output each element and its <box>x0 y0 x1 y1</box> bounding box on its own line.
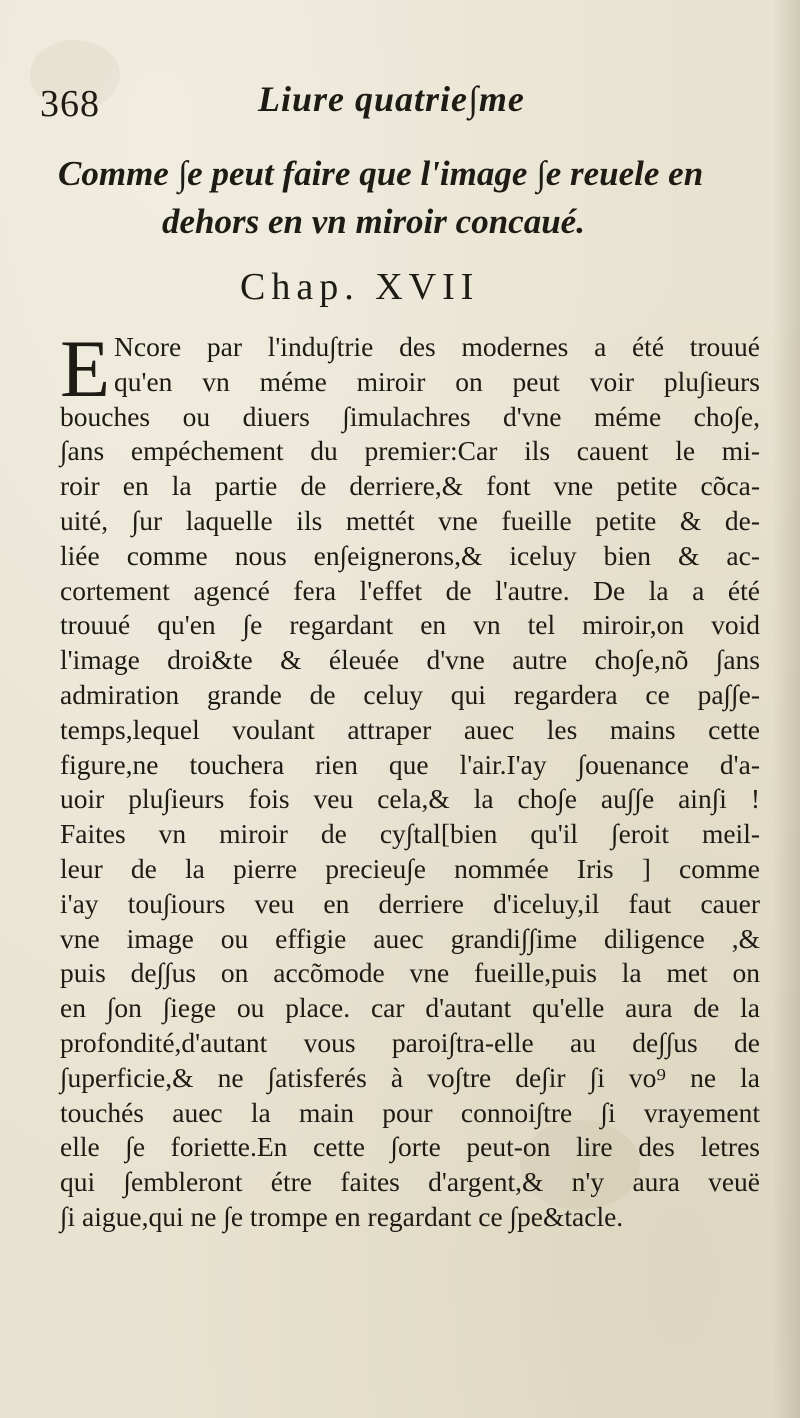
text-line: qui ∫embleront étre faites d'argent,& n'y aura veuë <box>60 1166 760 1198</box>
running-head <box>40 78 740 128</box>
text-line: figure,ne touchera rien que l'air.I'ay ∫ouenance d'a- <box>60 748 760 780</box>
text-line: i'ay tou∫iours veu en derriere d'iceluy,il faut cauer <box>60 887 760 919</box>
text-line: Faites vn miroir de cy∫tal[bien qu'il ∫eroit meil- <box>60 818 760 850</box>
text-line: vne image ou effigie auec grandi∫∫ime diligence ,& <box>60 922 760 954</box>
text-line: admiration grande de celuy qui regardera ce pa∫∫e- <box>60 678 760 710</box>
text-line: trouué qu'en ∫e regardant en vn tel miroir,on void <box>60 609 760 641</box>
text-line: en ∫on ∫iege ou place. car d'autant qu'elle aura de la <box>60 992 760 1024</box>
chapter-number: Chap. XVII <box>240 266 480 308</box>
text-line: touchés auec la main pour connoi∫tre ∫i vrayement <box>60 1096 760 1128</box>
text-line: ∫i aigue,qui ne ∫e trompe en regardant ce ∫pe&tacle. <box>60 1200 624 1232</box>
text-line: l'image droi&te & éleuée d'vne autre cho∫e,nõ ∫ans <box>60 644 760 676</box>
text-line: cortement agencé fera l'effet de l'autre. De la a été <box>60 574 760 606</box>
text-line: uoir plu∫ieurs fois veu cela,& la cho∫e au∫∫e ain∫i ! <box>60 783 760 815</box>
text-line: profondité,d'autant vous paroi∫tra-elle au de∫∫us de <box>60 1026 760 1058</box>
text-line: temps,lequel voulant attraper auec les mains cette <box>60 713 760 745</box>
text-line: puis de∫∫us on accõmode vne fueille,puis la met on <box>60 957 760 989</box>
text-line: leur de la pierre precieu∫e nommée Iris ] comme <box>60 852 760 884</box>
text-line: elle ∫e foriette.En cette ∫orte peut-on lire des letres <box>60 1131 760 1163</box>
text-line: ∫ans empéchement du premier:Car ils cauent le mi- <box>60 435 760 467</box>
text-line: ∫uperficie,& ne ∫atisferés à vo∫tre de∫ir ∫i vo⁹ ne la <box>60 1061 760 1093</box>
text-line: qu'en vn méme miroir on peut voir plu∫ieurs <box>114 365 760 397</box>
heading-line-1: Comme ∫e peut faire que l'image ∫e reuele en <box>58 154 704 193</box>
text-line: Ncore par l'indu∫trie des modernes a été trouué <box>114 331 760 362</box>
page-gutter-shadow <box>772 0 800 1418</box>
page-number: 368 <box>40 83 100 125</box>
text-line: bouches ou diuers ∫imulachres d'vne méme cho∫e, <box>60 400 760 432</box>
text-line: roir en la partie de derriere,& font vne petite cõca- <box>60 470 760 502</box>
body-text <box>60 323 760 1235</box>
drop-cap: E <box>60 323 111 414</box>
text-line: uité, ∫ur laquelle ils mettét vne fueille petite & de- <box>60 504 760 536</box>
chapter-heading <box>58 150 748 246</box>
heading-line-2: dehors en vn miroir concaué. <box>162 202 585 241</box>
text-line: liée comme nous en∫eignerons,& iceluy bien & ac- <box>60 539 760 571</box>
running-title: Liure quatrie∫me <box>258 79 525 119</box>
